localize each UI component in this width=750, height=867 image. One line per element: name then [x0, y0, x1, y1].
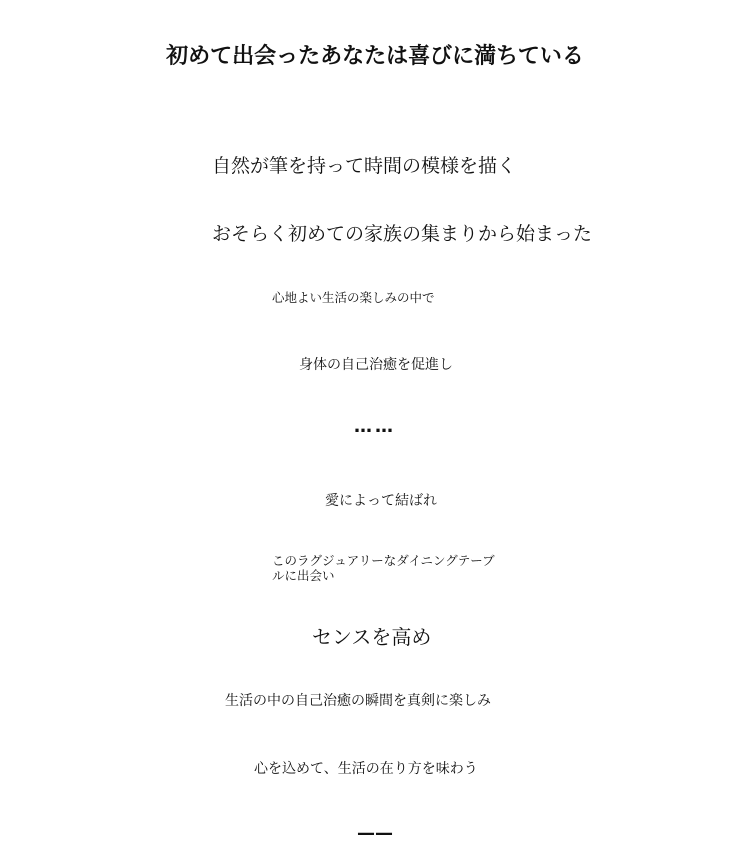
poem-line-7: このラグジュアリーなダイニングテーブルに出会い	[272, 553, 495, 583]
page-title: 初めて出会ったあなたは喜びに満ちている	[166, 44, 584, 69]
poem-line-4: 身体の自己治癒を促進し	[299, 357, 453, 373]
poem-line-3: 心地よい生活の楽しみの中で	[272, 290, 435, 305]
poem-line-1: 自然が筆を持って時間の模様を描く	[212, 155, 517, 177]
poem-line-2: おそらく初めての家族の集まりから始まった	[212, 223, 593, 245]
poem-line-10: 心を込めて、生活の在り方を味わう	[254, 761, 478, 777]
ellipsis-line: ……	[354, 416, 396, 437]
poem-line-9: 生活の中の自己治癒の瞬間を真剣に楽しみ	[225, 693, 491, 709]
dash-line: ——	[357, 823, 393, 844]
poem-line-6: 愛によって結ばれ	[325, 493, 437, 509]
poem-line-8: センスを高め	[312, 625, 432, 649]
